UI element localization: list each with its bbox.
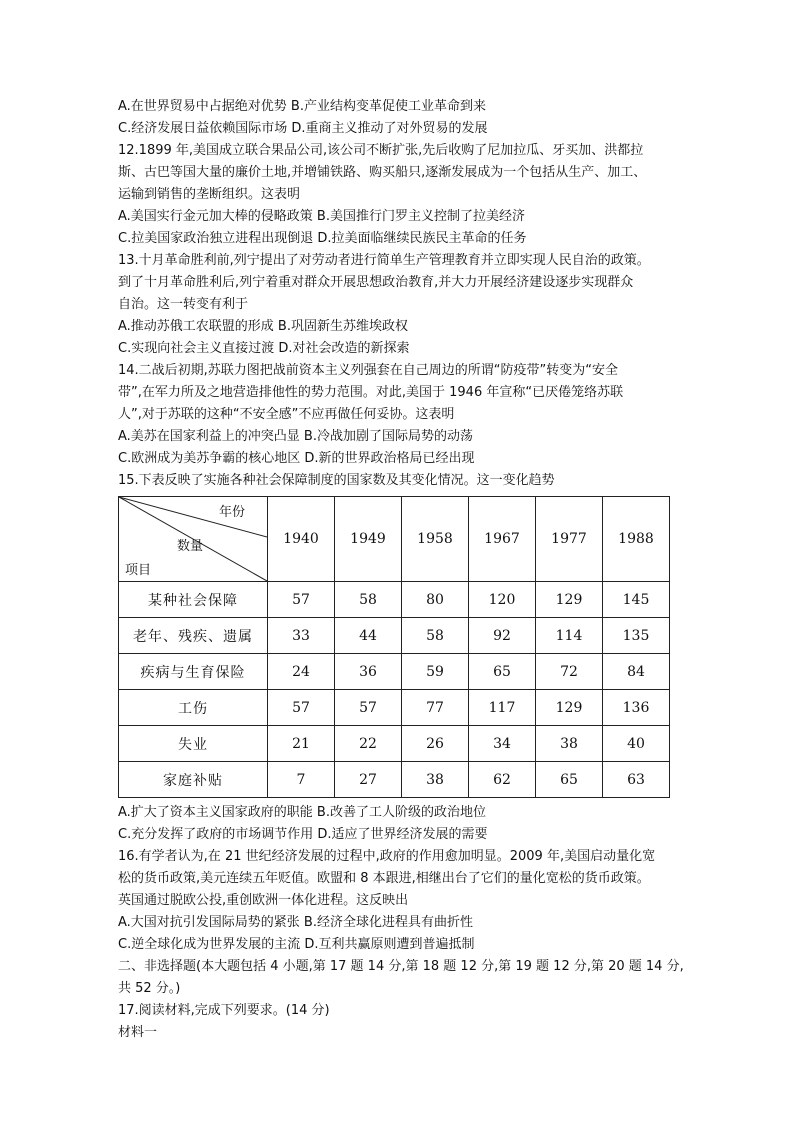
question-stem-line: 到了十月革命胜利后,列宁着重对群众开展思想政治教育,并大力开展经济建设逐步实现群众: [118, 275, 634, 290]
table-cell: 38: [536, 726, 603, 762]
table-cell: 129: [536, 582, 603, 618]
question-stem-line: 人”,对于苏联的这种“不安全感”不应再做任何妥协。这表明: [118, 407, 455, 422]
table-cell: 44: [335, 618, 402, 654]
table-row: [119, 690, 670, 726]
question-stem-line: 16.有学者认为,在 21 世纪经济发展的过程中,政府的作用愈加明显。2009 年,美国启动量化宽: [118, 849, 656, 864]
option-line: A.美苏在国家利益上的冲突凸显 B.冷战加剧了国际局势的动荡: [118, 429, 473, 444]
table-cell: 145: [603, 582, 670, 618]
table-cell: 40: [603, 726, 670, 762]
table-cell: 62: [469, 762, 536, 798]
question-14: [118, 360, 688, 470]
table-cell: 34: [469, 726, 536, 762]
table-cell: 58: [335, 582, 402, 618]
table-cell: 92: [469, 618, 536, 654]
question-12: [118, 140, 688, 250]
table-cell: 135: [603, 618, 670, 654]
option-line: C.经济发展日益依赖国际市场 D.重商主义推动了对外贸易的发展: [118, 121, 488, 136]
option-line: A.美国实行金元加大棒的侵略政策 B.美国推行门罗主义控制了拉美经济: [118, 209, 525, 224]
table-cell: 80: [402, 582, 469, 618]
corner-label-item: 项目: [125, 563, 152, 578]
table-cell: 36: [335, 654, 402, 690]
material-label: 材料一: [118, 1025, 158, 1040]
question-stem-line: 14.二战后初期,苏联力图把战前资本主义列强套在自己周边的所谓“防疫带”转变为“安全: [118, 363, 619, 378]
table-cell: 57: [268, 690, 335, 726]
table-cell: 114: [536, 618, 603, 654]
question-stem-line: 12.1899 年,美国成立联合果品公司,该公司不断扩张,先后收购了尼加拉瓜、牙买加、洪都拉: [118, 143, 644, 158]
table-row: [119, 582, 670, 618]
row-label: 疾病与生育保险: [119, 654, 268, 690]
question-stem-line: 松的货币政策,美元连续五年贬值。欧盟和 8 本跟进,相继出台了它们的量化宽松的货币政策。: [118, 871, 650, 886]
table-cell: 117: [469, 690, 536, 726]
section-heading-line: 二、非选择题(本大题包括 4 小题,第 17 题 14 分,第 18 题 12 分,第 19 题 12 分,第 20 题 14 分,: [118, 959, 684, 974]
question-stem-line: 15.下表反映了实施各种社会保障制度的国家数及其变化情况。这一变化趋势: [118, 473, 555, 488]
table-cell: 33: [268, 618, 335, 654]
table-cell: 57: [335, 690, 402, 726]
table-cell: 26: [402, 726, 469, 762]
question-stem-line: 17.阅读材料,完成下列要求。(14 分): [118, 1003, 330, 1018]
year-header: 1988: [603, 497, 670, 582]
corner-label-year: 年份: [219, 505, 246, 520]
table-cell: 65: [469, 654, 536, 690]
table-corner-cell: [119, 497, 268, 582]
table-cell: 84: [603, 654, 670, 690]
table-cell: 57: [268, 582, 335, 618]
table-cell: 129: [536, 690, 603, 726]
option-line: C.实现向社会主义直接过渡 D.对社会改造的新探索: [118, 341, 410, 356]
table-cell: 22: [335, 726, 402, 762]
table-header-row: [119, 497, 670, 582]
table-cell: 27: [335, 762, 402, 798]
table-cell: 58: [402, 618, 469, 654]
social-security-table: [118, 496, 670, 798]
question-15: [118, 470, 688, 846]
table-row: [119, 618, 670, 654]
table-cell: 77: [402, 690, 469, 726]
section-two-header: [118, 956, 688, 1000]
year-header: 1940: [268, 497, 335, 582]
option-line: A.在世界贸易中占据绝对优势 B.产业结构变革促使工业革命到来: [118, 99, 486, 114]
table-cell: 24: [268, 654, 335, 690]
row-label: 失业: [119, 726, 268, 762]
question-stem-line: 13.十月革命胜利前,列宁提出了对劳动者进行简单生产管理教育并立即实现人民自治的政策。: [118, 253, 650, 268]
row-label: 家庭补贴: [119, 762, 268, 798]
table-row: [119, 654, 670, 690]
question-stem-line: 运输到销售的垄断组织。这表明: [118, 187, 301, 202]
question-13: [118, 250, 688, 360]
table-cell: 21: [268, 726, 335, 762]
question-16: [118, 846, 688, 956]
table-cell: 38: [402, 762, 469, 798]
year-header: 1977: [536, 497, 603, 582]
corner-label-count: 数量: [177, 539, 204, 554]
option-line: C.拉美国家政治独立进程出现倒退 D.拉美面临继续民族民主革命的任务: [118, 231, 527, 246]
table-cell: 7: [268, 762, 335, 798]
table-cell: 59: [402, 654, 469, 690]
option-line: C.逆全球化成为世界发展的主流 D.互利共赢原则遭到普遍抵制: [118, 937, 475, 952]
table-cell: 63: [603, 762, 670, 798]
exam-page: [118, 96, 688, 1044]
option-line: A.扩大了资本主义国家政府的职能 B.改善了工人阶级的政治地位: [118, 805, 486, 820]
question-stem-line: 斯、古巴等国大量的廉价土地,并增铺铁路、购买船只,逐渐发展成为一个包括从生产、加工、: [118, 165, 647, 180]
section-heading-line: 共 52 分。): [118, 981, 181, 996]
year-header: 1958: [402, 497, 469, 582]
table-cell: 120: [469, 582, 536, 618]
table-row: [119, 762, 670, 798]
table-cell: 65: [536, 762, 603, 798]
option-line: A.大国对抗引发国际局势的紧张 B.经济全球化进程具有曲折性: [118, 915, 473, 930]
question-17: [118, 1000, 688, 1044]
year-header: 1967: [469, 497, 536, 582]
table-cell: 72: [536, 654, 603, 690]
row-label: 老年、残疾、遗属: [119, 618, 268, 654]
option-line: C.欧洲成为美苏争霸的核心地区 D.新的世界政治格局已经出现: [118, 451, 475, 466]
question-stem-line: 自治。这一转变有利于: [118, 297, 249, 312]
question-stem-line: 带”,在军力所及之地营造排他性的势力范围。对此,美国于 1946 年宣称“已厌倦笼络苏联: [118, 385, 624, 400]
table-cell: 136: [603, 690, 670, 726]
row-label: 某种社会保障: [119, 582, 268, 618]
question-stem-line: 英国通过脱欧公投,重创欧洲一体化进程。这反映出: [118, 893, 409, 908]
row-label: 工伤: [119, 690, 268, 726]
year-header: 1949: [335, 497, 402, 582]
table-row: [119, 726, 670, 762]
option-line: C.充分发挥了政府的市场调节作用 D.适应了世界经济发展的需要: [118, 827, 488, 842]
option-line: A.推动苏俄工农联盟的形成 B.巩固新生苏维埃政权: [118, 319, 408, 334]
